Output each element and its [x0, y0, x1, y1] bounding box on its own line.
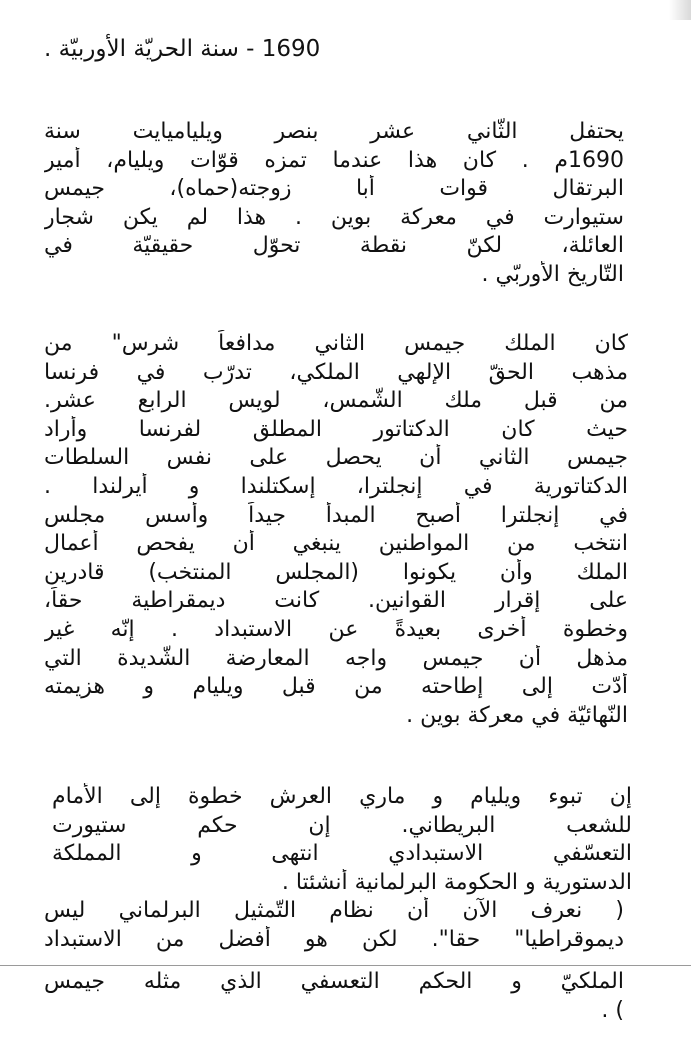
- paragraph-victory: [44, 118, 624, 290]
- text-line: حيث كان الدكتاتور المطلق لفرنسا وأراد: [44, 416, 628, 442]
- text-line: ( نعرف الآن أن نظام التّمثيل البرلماني ليس: [44, 898, 624, 923]
- text-line: للشعب البريطاني. إن حكم ستيورت: [52, 812, 632, 838]
- page-title: 1690 - سنة الحريّة الأوربيّة .: [44, 36, 321, 62]
- text-line: جيمس الثاني أن يحصل على نفس السلطات: [44, 445, 628, 471]
- text-line: 1690م . كان هذا عندما تمزه قوّات ويليام، أمير: [44, 147, 624, 173]
- text-line: الملك وأن يكونوا (المجلس المنتخب) قادرين: [44, 559, 628, 585]
- text-line: الدستورية و الحكومة البرلمانية أنشئتا .: [281, 869, 632, 895]
- text-line: ستيوارت في معركة بوين . هذا لم يكن شجار: [44, 204, 624, 230]
- text-line: التّاريخ الأوربّي .: [481, 261, 624, 287]
- text-line: وخطوة أخرى بعيدةً عن الاستبداد . إنّه غير: [44, 616, 628, 642]
- text-line: ديموقراطيا" حقا". لكن هو أفضل من الاستبداد: [44, 926, 624, 952]
- text-line: الملكيّ و الحكم التعسفي الذي مثله جيمس: [44, 969, 624, 995]
- text-line: العائلة، لكنّ نقطة تحوّل حقيقيّة في: [44, 233, 624, 259]
- text-line: مذهل أن جيمس واجه المعارضة الشّديدة التي: [44, 645, 628, 671]
- text-line: أدّت إلى إطاحته من قبل ويليام و هزيمته: [44, 674, 628, 700]
- text-line: في إنجلترا أصبح المبدأ جيداً وأسس مجلس: [44, 502, 628, 528]
- text-line: ) .: [601, 997, 624, 1023]
- page-cut-line: [0, 965, 691, 966]
- scan-shadow: [669, 0, 691, 20]
- text-line: مذهب الحقّ الإلهي الملكي، تدرّب في فرنسا: [44, 359, 628, 385]
- text-line: يحتفل الثّاني عشر بنصر ويلياميايت سنة: [44, 119, 624, 144]
- text-line: التعسّفي الاستبدادي انتهى و المملكة: [52, 841, 632, 867]
- paragraph-william-mary: [52, 783, 632, 897]
- text-line: كان الملك جيمس الثاني مدافعاً شرس" من: [44, 331, 628, 356]
- text-line: من قبل ملك الشّمس، لويس الرابع عشر.: [44, 388, 628, 414]
- paragraph-parenthetical: [44, 897, 624, 1025]
- text-line: إن تبوء ويليام و ماري العرش خطوة إلى الأمام: [52, 784, 632, 809]
- text-line: انتخب من المواطنين ينبغي أن يفحص أعمال: [44, 531, 628, 557]
- text-line: البرتقال قوات أبا زوجته(حماه)، جيمس: [44, 176, 624, 202]
- text-line: على إقرار القوانين. كانت ديمقراطية حقاً،: [44, 588, 628, 614]
- paragraph-james-ii: [44, 330, 628, 730]
- text-line: الدكتاتورية في إنجلترا، إسكتلندا و أيرلندا .: [44, 473, 628, 499]
- text-line: النّهائيّة في معركة بوين .: [406, 702, 628, 728]
